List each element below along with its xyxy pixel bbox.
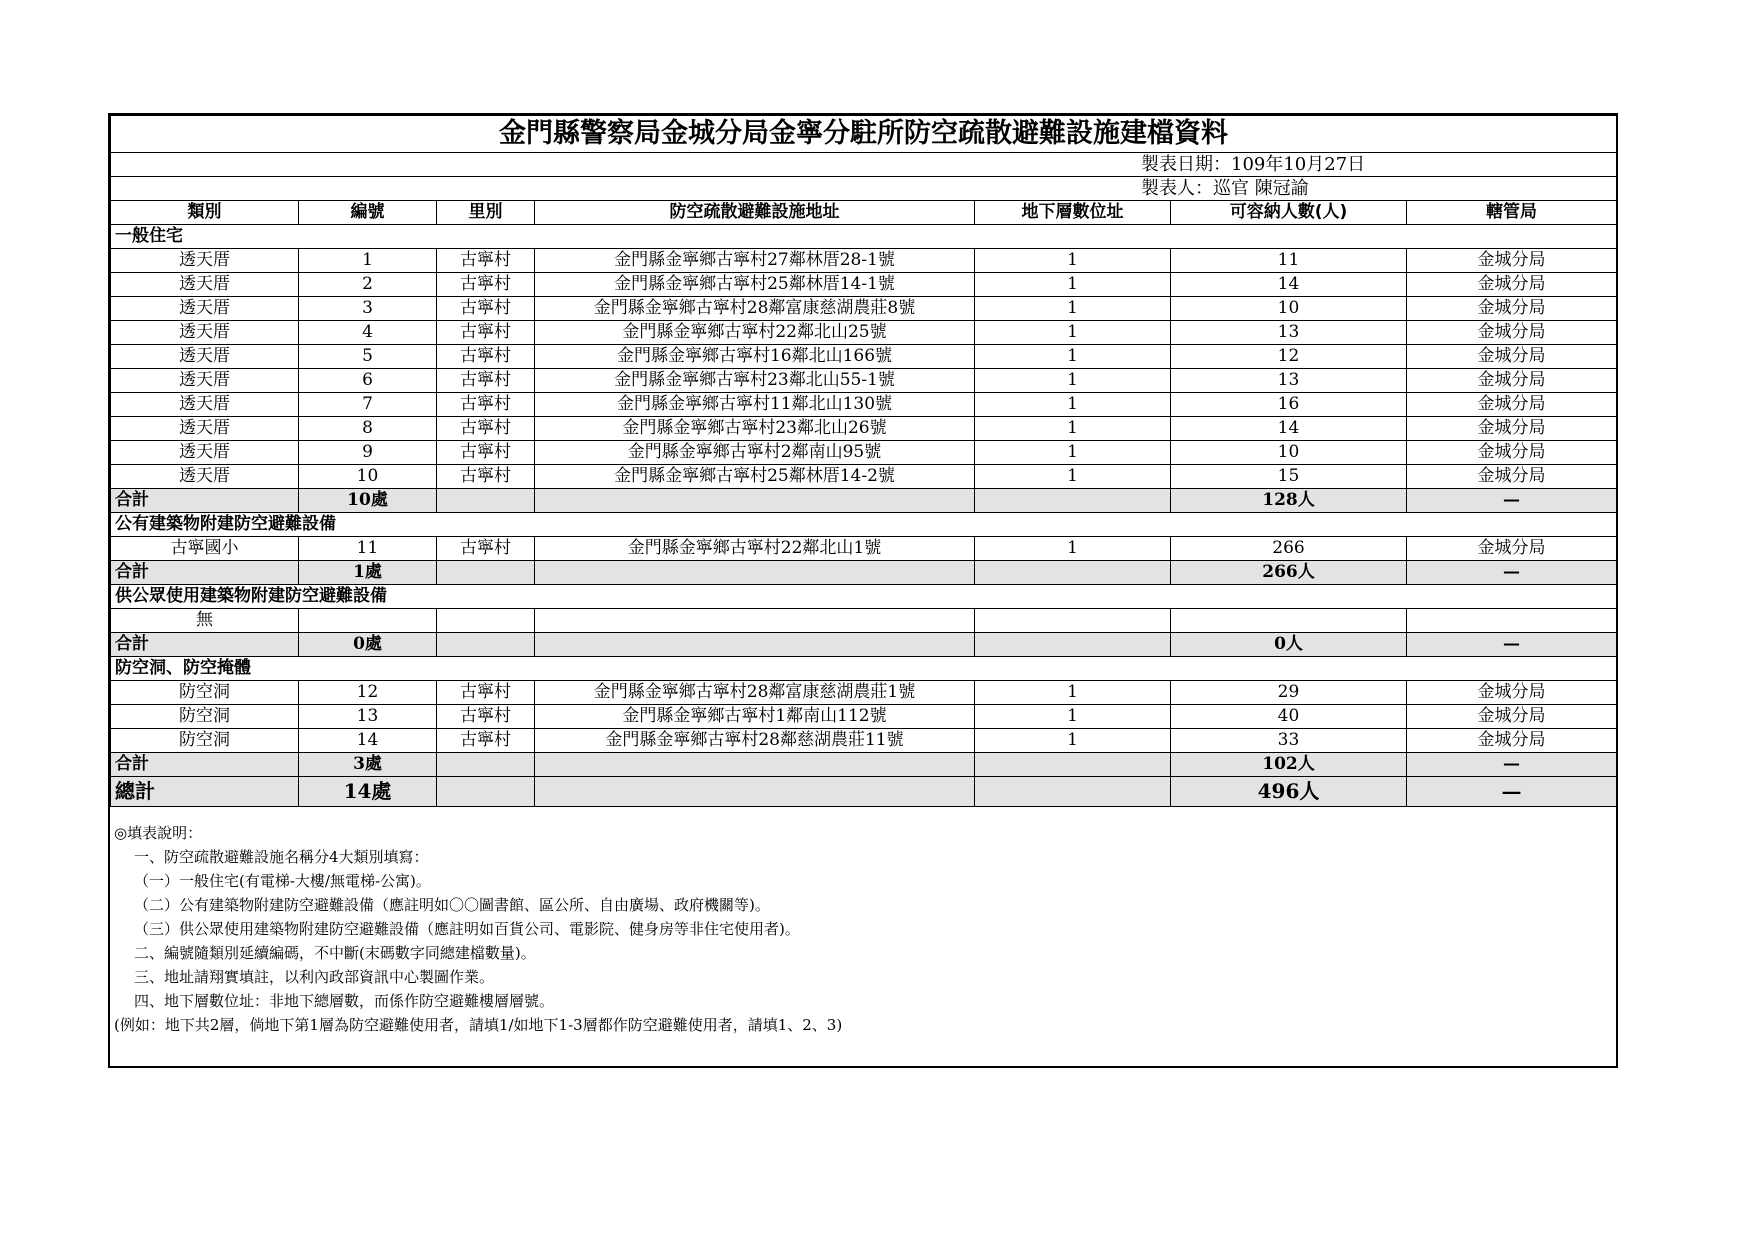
header-jurisdiction: 轄管局 — [1407, 201, 1617, 225]
note-line: (例如：地下共2層，倘地下第1層為防空避難使用者，請填1/如地下1-3層都作防空避難使用者，請填1、2、3) — [114, 1016, 843, 1034]
note-line: 二、編號隨類別延續編碼，不中斷(末碼數字同總建檔數量)。 — [134, 944, 536, 962]
cell-basement-level: 1 — [975, 681, 1171, 705]
subtotal-row — [111, 561, 1617, 585]
cell-village: 古寧村 — [437, 393, 535, 417]
cell-capacity: 13 — [1171, 369, 1407, 393]
table-row — [111, 465, 1617, 489]
cell-address: 金門縣金寧鄉古寧村25鄰林厝14-2號 — [535, 465, 975, 489]
subtotal-dash: — — [1407, 633, 1617, 657]
cell-basement-level: 1 — [975, 441, 1171, 465]
cell-jurisdiction: 金城分局 — [1407, 369, 1617, 393]
category-row — [111, 585, 1617, 609]
cell-address: 金門縣金寧鄉古寧村16鄰北山166號 — [535, 345, 975, 369]
note-line: 三、地址請翔實填註，以利內政部資訊中心製圖作業。 — [134, 968, 495, 986]
subtotal-dash: — — [1407, 561, 1617, 585]
cell-category: 透天厝 — [111, 249, 299, 273]
empty-cell — [975, 753, 1171, 777]
empty-cell — [437, 753, 535, 777]
note-line: （一）一般住宅(有電梯-大樓/無電梯-公寓)。 — [134, 872, 431, 890]
table-row — [111, 273, 1617, 297]
cell-capacity: 12 — [1171, 345, 1407, 369]
cell-address: 金門縣金寧鄉古寧村2鄰南山95號 — [535, 441, 975, 465]
cell-capacity: 33 — [1171, 729, 1407, 753]
cell-village: 古寧村 — [437, 441, 535, 465]
empty-cell — [975, 489, 1171, 513]
cell-jurisdiction: 金城分局 — [1407, 393, 1617, 417]
subtotal-count: 1處 — [299, 561, 437, 585]
cell-village: 古寧村 — [437, 417, 535, 441]
cell-number: 3 — [299, 297, 437, 321]
cell-jurisdiction: 金城分局 — [1407, 465, 1617, 489]
cell-capacity: 15 — [1171, 465, 1407, 489]
table-row — [111, 393, 1617, 417]
cell-number: 14 — [299, 729, 437, 753]
cell-number: 12 — [299, 681, 437, 705]
subtotal-label: 合計 — [111, 753, 299, 777]
cell-basement-level: 1 — [975, 537, 1171, 561]
empty-cell — [975, 633, 1171, 657]
subtotal-label: 合計 — [111, 633, 299, 657]
note-line: 四、地下層數位址：非地下總層數，而係作防空避難樓層層號。 — [134, 992, 555, 1010]
cell-jurisdiction: 金城分局 — [1407, 681, 1617, 705]
cell-jurisdiction: 金城分局 — [1407, 729, 1617, 753]
cell-village: 古寧村 — [437, 321, 535, 345]
document-title: 金門縣警察局金城分局金寧分駐所防空疏散避難設施建檔資料 — [111, 116, 1617, 153]
cell-capacity: 14 — [1171, 273, 1407, 297]
subtotal-count: 3處 — [299, 753, 437, 777]
table-row — [111, 705, 1617, 729]
cell-village: 古寧村 — [437, 729, 535, 753]
cell-basement-level: 1 — [975, 417, 1171, 441]
cell-category: 透天厝 — [111, 345, 299, 369]
cell-basement-level: 1 — [975, 465, 1171, 489]
empty-cell — [535, 561, 975, 585]
category-label: 公有建築物附建防空避難設備 — [111, 513, 1617, 537]
subtotal-people: 128人 — [1171, 489, 1407, 513]
cell-basement-level: 1 — [975, 321, 1171, 345]
category-row — [111, 225, 1617, 249]
empty-cell — [437, 561, 535, 585]
cell-address: 金門縣金寧鄉古寧村28鄰慈湖農莊11號 — [535, 729, 975, 753]
cell-basement-level: 1 — [975, 729, 1171, 753]
cell-village: 古寧村 — [437, 705, 535, 729]
cell-category: 無 — [111, 609, 299, 633]
cell-number: 5 — [299, 345, 437, 369]
cell-village: 古寧村 — [437, 273, 535, 297]
empty-cell — [437, 777, 535, 807]
category-row — [111, 657, 1617, 681]
table-row — [111, 417, 1617, 441]
cell-address: 金門縣金寧鄉古寧村22鄰北山1號 — [535, 537, 975, 561]
cell-jurisdiction: 金城分局 — [1407, 297, 1617, 321]
cell-capacity: 16 — [1171, 393, 1407, 417]
cell-village: 古寧村 — [437, 681, 535, 705]
document-sheet — [108, 113, 1618, 1068]
note-line: （二）公有建築物附建防空避難設備（應註明如〇〇圖書館、區公所、自由廣場、政府機關等)。 — [134, 896, 770, 914]
cell-number: 4 — [299, 321, 437, 345]
cell-jurisdiction: 金城分局 — [1407, 273, 1617, 297]
table-row — [111, 249, 1617, 273]
cell-jurisdiction: 金城分局 — [1407, 705, 1617, 729]
total-dash: — — [1407, 777, 1617, 807]
empty-cell — [437, 489, 535, 513]
cell-basement-level — [975, 609, 1171, 633]
cell-basement-level: 1 — [975, 369, 1171, 393]
cell-number: 13 — [299, 705, 437, 729]
cell-village: 古寧村 — [437, 369, 535, 393]
cell-capacity: 29 — [1171, 681, 1407, 705]
cell-address: 金門縣金寧鄉古寧村22鄰北山25號 — [535, 321, 975, 345]
subtotal-count: 0處 — [299, 633, 437, 657]
cell-village: 古寧村 — [437, 297, 535, 321]
cell-jurisdiction — [1407, 609, 1617, 633]
category-label: 一般住宅 — [111, 225, 1617, 249]
cell-category: 防空洞 — [111, 705, 299, 729]
cell-village: 古寧村 — [437, 537, 535, 561]
table-row — [111, 441, 1617, 465]
subtotal-label: 合計 — [111, 489, 299, 513]
header-capacity: 可容納人數(人) — [1171, 201, 1407, 225]
total-label: 總計 — [111, 777, 299, 807]
table-row — [111, 297, 1617, 321]
cell-village: 古寧村 — [437, 345, 535, 369]
cell-jurisdiction: 金城分局 — [1407, 537, 1617, 561]
cell-jurisdiction: 金城分局 — [1407, 321, 1617, 345]
category-label: 供公眾使用建築物附建防空避難設備 — [111, 585, 1617, 609]
grand-total-row — [111, 777, 1617, 807]
cell-village — [437, 609, 535, 633]
table-row — [111, 321, 1617, 345]
cell-capacity: 266 — [1171, 537, 1407, 561]
cell-capacity: 11 — [1171, 249, 1407, 273]
maker-line: 製表人：巡官 陳冠諭 — [111, 177, 1617, 201]
cell-number — [299, 609, 437, 633]
subtotal-row — [111, 633, 1617, 657]
subtotal-people: 266人 — [1171, 561, 1407, 585]
shelter-table — [110, 115, 1617, 807]
cell-category: 透天厝 — [111, 321, 299, 345]
note-line: （三）供公眾使用建築物附建防空避難設備（應註明如百貨公司、電影院、健身房等非住宅使用者)。 — [134, 920, 800, 938]
cell-address: 金門縣金寧鄉古寧村11鄰北山130號 — [535, 393, 975, 417]
note-line: 一、防空疏散避難設施名稱分4大類別填寫： — [134, 848, 429, 866]
empty-cell — [975, 777, 1171, 807]
cell-category: 透天厝 — [111, 273, 299, 297]
subtotal-label: 合計 — [111, 561, 299, 585]
empty-cell — [535, 489, 975, 513]
cell-category: 透天厝 — [111, 417, 299, 441]
cell-capacity: 40 — [1171, 705, 1407, 729]
cell-basement-level: 1 — [975, 249, 1171, 273]
table-row — [111, 609, 1617, 633]
empty-cell — [975, 561, 1171, 585]
notes-heading: ◎填表說明： — [114, 824, 203, 842]
cell-category: 古寧國小 — [111, 537, 299, 561]
subtotal-people: 102人 — [1171, 753, 1407, 777]
cell-capacity: 10 — [1171, 297, 1407, 321]
total-people: 496人 — [1171, 777, 1407, 807]
date-line: 製表日期：109年10月27日 — [111, 153, 1617, 177]
cell-capacity: 10 — [1171, 441, 1407, 465]
header-row — [111, 201, 1617, 225]
header-number: 編號 — [299, 201, 437, 225]
header-address: 防空疏散避難設施地址 — [535, 201, 975, 225]
cell-address — [535, 609, 975, 633]
subtotal-count: 10處 — [299, 489, 437, 513]
subtotal-row — [111, 753, 1617, 777]
cell-category: 透天厝 — [111, 369, 299, 393]
header-village: 里別 — [437, 201, 535, 225]
category-row — [111, 513, 1617, 537]
cell-category: 防空洞 — [111, 681, 299, 705]
cell-jurisdiction: 金城分局 — [1407, 441, 1617, 465]
cell-number: 1 — [299, 249, 437, 273]
cell-capacity: 14 — [1171, 417, 1407, 441]
cell-basement-level: 1 — [975, 705, 1171, 729]
subtotal-dash: — — [1407, 489, 1617, 513]
cell-address: 金門縣金寧鄉古寧村25鄰林厝14-1號 — [535, 273, 975, 297]
cell-jurisdiction: 金城分局 — [1407, 249, 1617, 273]
empty-cell — [535, 777, 975, 807]
cell-number: 8 — [299, 417, 437, 441]
cell-number: 7 — [299, 393, 437, 417]
cell-jurisdiction: 金城分局 — [1407, 417, 1617, 441]
cell-number: 11 — [299, 537, 437, 561]
category-label: 防空洞、防空掩體 — [111, 657, 1617, 681]
cell-address: 金門縣金寧鄉古寧村28鄰富康慈湖農莊1號 — [535, 681, 975, 705]
table-row — [111, 729, 1617, 753]
cell-basement-level: 1 — [975, 297, 1171, 321]
cell-basement-level: 1 — [975, 273, 1171, 297]
cell-number: 2 — [299, 273, 437, 297]
cell-number: 6 — [299, 369, 437, 393]
empty-cell — [535, 633, 975, 657]
cell-category: 透天厝 — [111, 393, 299, 417]
cell-village: 古寧村 — [437, 249, 535, 273]
header-category: 類別 — [111, 201, 299, 225]
cell-basement-level: 1 — [975, 393, 1171, 417]
cell-village: 古寧村 — [437, 465, 535, 489]
subtotal-people: 0人 — [1171, 633, 1407, 657]
empty-cell — [535, 753, 975, 777]
table-row — [111, 537, 1617, 561]
cell-capacity — [1171, 609, 1407, 633]
table-row — [111, 681, 1617, 705]
subtotal-dash: — — [1407, 753, 1617, 777]
empty-cell — [437, 633, 535, 657]
cell-jurisdiction: 金城分局 — [1407, 345, 1617, 369]
cell-basement-level: 1 — [975, 345, 1171, 369]
cell-address: 金門縣金寧鄉古寧村27鄰林厝28-1號 — [535, 249, 975, 273]
cell-category: 透天厝 — [111, 465, 299, 489]
notes-section — [110, 807, 1616, 1037]
cell-address: 金門縣金寧鄉古寧村23鄰北山55-1號 — [535, 369, 975, 393]
cell-number: 9 — [299, 441, 437, 465]
header-basement-level: 地下層數位址 — [975, 201, 1171, 225]
cell-address: 金門縣金寧鄉古寧村23鄰北山26號 — [535, 417, 975, 441]
cell-number: 10 — [299, 465, 437, 489]
cell-address: 金門縣金寧鄉古寧村28鄰富康慈湖農莊8號 — [535, 297, 975, 321]
cell-address: 金門縣金寧鄉古寧村1鄰南山112號 — [535, 705, 975, 729]
cell-category: 防空洞 — [111, 729, 299, 753]
table-row — [111, 369, 1617, 393]
total-count: 14處 — [299, 777, 437, 807]
table-row — [111, 345, 1617, 369]
cell-capacity: 13 — [1171, 321, 1407, 345]
cell-category: 透天厝 — [111, 441, 299, 465]
cell-category: 透天厝 — [111, 297, 299, 321]
subtotal-row — [111, 489, 1617, 513]
